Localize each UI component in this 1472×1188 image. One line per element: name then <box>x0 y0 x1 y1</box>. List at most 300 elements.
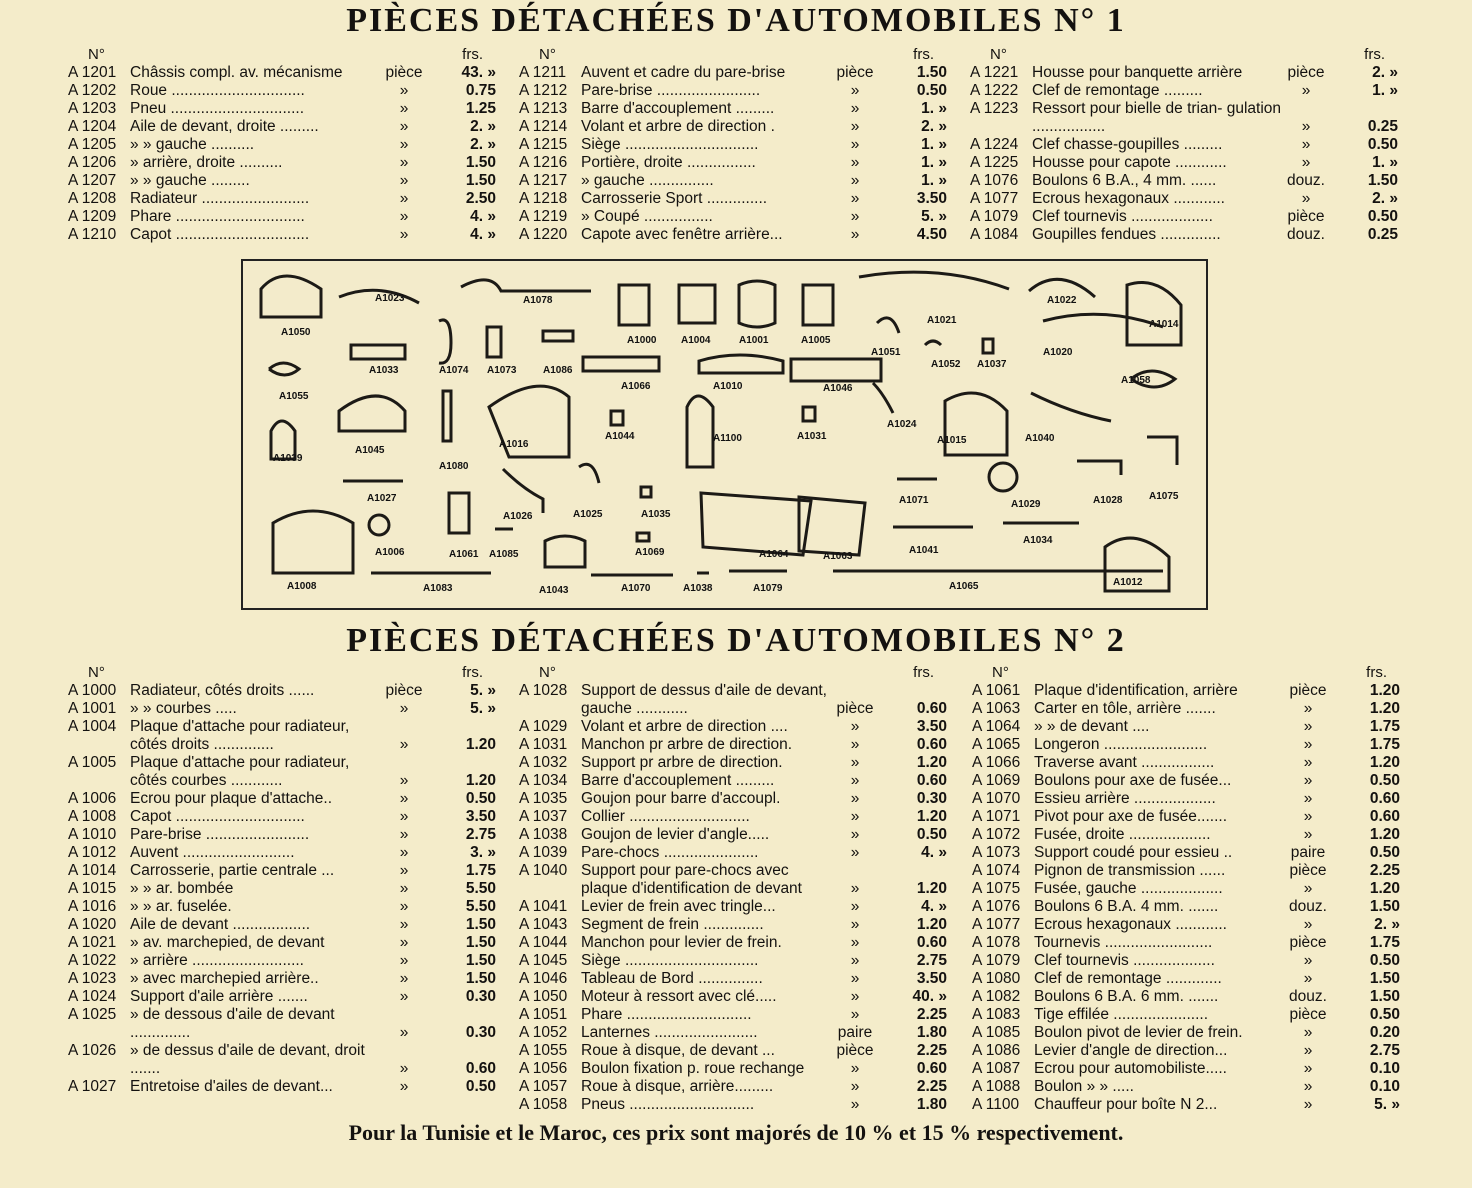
part-unit: » <box>399 82 409 99</box>
part-unit: » <box>399 826 409 843</box>
part-label: A1037 <box>977 359 1007 370</box>
part-unit: » <box>1303 736 1313 753</box>
part-description: Boulons 6 B.A., 4 mm. ...... <box>1032 172 1217 189</box>
part-price: 2.25 <box>916 1042 947 1059</box>
part-code: A 1040 <box>519 862 568 879</box>
part-unit: pièce <box>836 700 874 717</box>
part-label: A1065 <box>949 581 979 592</box>
part-price: 4. » <box>921 898 947 915</box>
part-row <box>519 136 959 154</box>
part-code: A 1217 <box>519 172 568 189</box>
part-description: Carter en tôle, arrière ....... <box>1034 700 1216 717</box>
part-price: 3. » <box>470 844 496 861</box>
part-description: Levier d'angle de direction... <box>1034 1042 1228 1059</box>
part-drawing-a1026 <box>503 469 543 513</box>
part-code: A 1215 <box>519 136 568 153</box>
part-description: » » courbes ..... <box>130 700 237 717</box>
part-code: A 1080 <box>972 970 1021 987</box>
part-code: A 1218 <box>519 190 568 207</box>
part-row <box>972 1078 1412 1096</box>
part-description: » arrière, droite .......... <box>130 154 283 171</box>
part-description: » arrière .......................... <box>130 952 304 969</box>
part-row <box>519 844 959 862</box>
part-unit: » <box>850 772 860 789</box>
part-code: A 1064 <box>972 718 1021 735</box>
part-code: A 1028 <box>519 682 568 699</box>
part-unit: » <box>850 718 860 735</box>
part-drawing-a1078 <box>461 280 591 291</box>
part-row <box>68 154 508 172</box>
part-price: 0.25 <box>1367 226 1398 243</box>
part-drawing-a1051 <box>877 318 899 333</box>
part-unit: douz. <box>1289 898 1327 915</box>
part-drawing-a1040 <box>1031 393 1111 421</box>
part-row <box>970 172 1410 190</box>
part-price: 1.50 <box>465 952 496 969</box>
part-code: A 1008 <box>68 808 117 825</box>
part-unit: » <box>850 1078 860 1095</box>
part-row <box>970 226 1410 244</box>
part-code: A 1041 <box>519 898 568 915</box>
part-code: A 1077 <box>972 916 1021 933</box>
part-row <box>972 862 1412 880</box>
price-header: frs. <box>462 664 483 681</box>
part-row <box>519 1042 959 1060</box>
part-label: A1014 <box>1149 319 1179 330</box>
part-price: 5.50 <box>465 880 496 897</box>
part-code: A 1014 <box>68 862 117 879</box>
part-description: Pneus ............................. <box>581 1096 755 1113</box>
part-row <box>519 970 959 988</box>
part-label: A1010 <box>713 381 743 392</box>
part-unit: pièce <box>1287 208 1325 225</box>
part-description: » gauche ............... <box>581 172 714 189</box>
part-label: A1034 <box>1023 535 1053 546</box>
part-unit: » <box>1303 970 1313 987</box>
part-price: 1.20 <box>1369 682 1400 699</box>
column-header <box>519 664 959 682</box>
part-row <box>972 808 1412 826</box>
part-description: Capote avec fenêtre arrière... <box>581 226 783 243</box>
part-unit: » <box>1301 82 1311 99</box>
part-code: A 1027 <box>68 1078 117 1095</box>
part-description: » avec marchepied arrière.. <box>130 970 319 987</box>
part-code: A 1224 <box>970 136 1019 153</box>
part-label: A1055 <box>279 391 309 402</box>
part-drawing-a1006 <box>369 515 389 535</box>
part-row <box>68 1078 508 1096</box>
part-label: A1008 <box>287 581 317 592</box>
part-row <box>68 682 508 700</box>
part-price: 2.50 <box>465 190 496 207</box>
part-price: 3.50 <box>916 970 947 987</box>
part-label: A1029 <box>1011 499 1041 510</box>
part-drawing-a1010 <box>699 355 783 373</box>
part-label: A1000 <box>627 335 657 346</box>
part-description: » de dessus d'aile de devant, droit ....... <box>130 1042 365 1077</box>
part-code: A 1029 <box>519 718 568 735</box>
part-price: 0.60 <box>465 1060 496 1077</box>
part-row <box>519 952 959 970</box>
part-unit: » <box>850 844 860 861</box>
part-unit: pièce <box>1289 862 1327 879</box>
part-unit: » <box>399 952 409 969</box>
part-code: A 1012 <box>68 844 117 861</box>
part-row <box>68 754 508 790</box>
part-unit: » <box>399 988 409 1005</box>
part-row <box>972 736 1412 754</box>
part-drawing-a1043 <box>545 536 585 567</box>
part-unit: » <box>850 154 860 171</box>
part-unit: » <box>850 100 860 117</box>
part-code: A 1088 <box>972 1078 1021 1095</box>
part-label: A1035 <box>641 509 671 520</box>
part-label: A1044 <box>605 431 635 442</box>
part-description: Volant et arbre de direction .... <box>581 718 788 735</box>
part-code: A 1032 <box>519 754 568 771</box>
part-description: Clef de remontage ............. <box>1034 970 1222 987</box>
part-unit: » <box>850 916 860 933</box>
part-row <box>519 772 959 790</box>
part-price: 1.50 <box>1367 172 1398 189</box>
part-drawing-a1046 <box>791 359 881 381</box>
part-description: Pivot pour axe de fusée....... <box>1034 808 1228 825</box>
part-price: 0.60 <box>916 772 947 789</box>
part-code: A 1069 <box>972 772 1021 789</box>
part-price: 1.20 <box>916 808 947 825</box>
part-price: 0.60 <box>916 736 947 753</box>
part-price: 0.50 <box>916 826 947 843</box>
parts-illustration <box>241 259 1208 610</box>
part-price: 0.30 <box>465 988 496 1005</box>
part-unit: paire <box>837 1024 873 1041</box>
part-price: 1.20 <box>1369 754 1400 771</box>
part-unit: pièce <box>385 64 423 81</box>
part-description: Phare ............................. <box>581 1006 752 1023</box>
part-drawing-a1004 <box>679 285 715 323</box>
part-unit: » <box>850 172 860 189</box>
part-drawing-a1050 <box>261 276 321 317</box>
part-code: A 1207 <box>68 172 117 189</box>
part-description: Boulons 6 B.A. 4 mm. ....... <box>1034 898 1219 915</box>
part-unit: » <box>399 934 409 951</box>
part-description: » av. marchepied, de devant <box>130 934 325 951</box>
part-price: 0.50 <box>1369 772 1400 789</box>
part-code: A 1025 <box>68 1006 117 1023</box>
part-label: A1074 <box>439 365 469 376</box>
part-drawing-a1075 <box>1147 437 1177 465</box>
part-label: A1085 <box>489 549 519 560</box>
price-header: frs. <box>462 46 483 63</box>
part-label: A1004 <box>681 335 711 346</box>
part-code: A 1065 <box>972 736 1021 753</box>
part-row <box>68 64 508 82</box>
part-price: 1.80 <box>916 1096 947 1113</box>
list1-column <box>68 46 508 244</box>
part-label: A1031 <box>797 431 827 442</box>
part-unit: » <box>1303 826 1313 843</box>
part-description: Entretoise d'ailes de devant... <box>130 1078 333 1095</box>
part-label: A1052 <box>931 359 961 370</box>
part-unit: » <box>850 934 860 951</box>
part-drawing-a1025 <box>579 464 599 483</box>
part-unit: » <box>399 1060 409 1077</box>
part-code: A 1039 <box>519 844 568 861</box>
part-row <box>519 790 959 808</box>
part-label: A1063 <box>823 551 853 562</box>
part-price: 1.50 <box>465 934 496 951</box>
part-label: A1073 <box>487 365 517 376</box>
part-row <box>519 1024 959 1042</box>
part-price: 2. » <box>1372 64 1398 81</box>
part-row <box>972 1042 1412 1060</box>
part-price: 0.50 <box>1369 952 1400 969</box>
part-description: Radiateur ......................... <box>130 190 310 207</box>
part-description: Moteur à ressort avec clé..... <box>581 988 777 1005</box>
part-code: A 1210 <box>68 226 117 243</box>
part-price: 1.20 <box>916 754 947 771</box>
part-price: 0.20 <box>1369 1024 1400 1041</box>
part-description: Aile de devant, droite ......... <box>130 118 319 135</box>
part-description: Collier ............................ <box>581 808 750 825</box>
part-code: A 1204 <box>68 118 117 135</box>
part-row <box>519 1078 959 1096</box>
part-price: 1.20 <box>465 736 496 753</box>
part-code: A 1084 <box>970 226 1019 243</box>
part-unit: » <box>850 1096 860 1113</box>
part-unit: » <box>850 880 860 897</box>
part-row <box>68 118 508 136</box>
part-label: A1051 <box>871 347 901 358</box>
part-code: A 1206 <box>68 154 117 171</box>
price-header: frs. <box>1366 664 1387 681</box>
part-unit: » <box>1303 700 1313 717</box>
part-label: A1075 <box>1149 491 1179 502</box>
part-row <box>972 1006 1412 1024</box>
part-label: A1066 <box>621 381 651 392</box>
part-drawing-a1005 <box>803 285 833 325</box>
part-unit: » <box>1303 952 1313 969</box>
part-label: A1041 <box>909 545 939 556</box>
part-label: A1023 <box>375 293 405 304</box>
part-row <box>519 898 959 916</box>
part-row <box>68 880 508 898</box>
part-row <box>972 772 1412 790</box>
part-unit: pièce <box>836 1042 874 1059</box>
part-row <box>68 844 508 862</box>
part-code: A 1058 <box>519 1096 568 1113</box>
part-unit: » <box>1301 136 1311 153</box>
part-description: Carrosserie, partie centrale ... <box>130 862 335 879</box>
part-description: Châssis compl. av. mécanisme <box>130 64 343 81</box>
part-description: Carrosserie Sport .............. <box>581 190 768 207</box>
part-description: Barre d'accouplement ......... <box>581 772 775 789</box>
list2-column <box>972 664 1412 1114</box>
part-price: 0.30 <box>916 790 947 807</box>
part-label: A1043 <box>539 585 569 596</box>
part-price: 5.50 <box>465 898 496 915</box>
part-row <box>970 136 1410 154</box>
part-row <box>972 970 1412 988</box>
part-unit: » <box>850 826 860 843</box>
price-header: frs. <box>1364 46 1385 63</box>
part-price: 1.75 <box>1369 736 1400 753</box>
part-price: 1.50 <box>1369 970 1400 987</box>
part-price: 1.50 <box>465 172 496 189</box>
part-row <box>68 916 508 934</box>
part-row <box>972 1060 1412 1078</box>
part-row <box>519 208 959 226</box>
part-code: A 1075 <box>972 880 1021 897</box>
part-row <box>68 1006 508 1042</box>
part-description: Boulons pour axe de fusée... <box>1034 772 1232 789</box>
part-label: A1064 <box>759 549 789 560</box>
part-row <box>972 952 1412 970</box>
part-code: A 1005 <box>68 754 117 771</box>
part-drawing-a1028 <box>1077 461 1121 475</box>
part-unit: pièce <box>1289 934 1327 951</box>
part-unit: » <box>399 844 409 861</box>
number-header: N° <box>88 664 105 681</box>
part-description: Portière, droite ................ <box>581 154 756 171</box>
part-unit: » <box>399 736 409 753</box>
part-label: A1071 <box>899 495 929 506</box>
part-description: Aile de devant .................. <box>130 916 311 933</box>
part-drawing-a1014 <box>1127 283 1181 346</box>
part-unit: » <box>399 790 409 807</box>
part-description: Plaque d'attache pour radiateur, côtés courbes ............ <box>130 754 350 789</box>
part-row <box>519 1060 959 1078</box>
part-label: A1016 <box>499 439 529 450</box>
part-label: A1040 <box>1025 433 1055 444</box>
part-code: A 1214 <box>519 118 568 135</box>
part-unit: » <box>1303 754 1313 771</box>
part-code: A 1212 <box>519 82 568 99</box>
part-description: Pare-brise ........................ <box>130 826 310 843</box>
part-price: 1. » <box>1372 154 1398 171</box>
part-price: 0.25 <box>1367 118 1398 135</box>
part-label: A1039 <box>273 453 303 464</box>
part-unit: pièce <box>385 682 423 699</box>
part-code: A 1006 <box>68 790 117 807</box>
part-code: A 1001 <box>68 700 117 717</box>
part-label: A1024 <box>887 419 917 430</box>
part-unit: » <box>399 970 409 987</box>
part-price: 0.30 <box>465 1024 496 1041</box>
part-row <box>972 826 1412 844</box>
part-unit: pièce <box>1289 1006 1327 1023</box>
part-label: A1020 <box>1043 347 1073 358</box>
part-row <box>519 1096 959 1114</box>
part-description: Housse pour banquette arrière <box>1032 64 1243 81</box>
part-price: 2.75 <box>916 952 947 969</box>
part-code: A 1211 <box>519 64 567 81</box>
part-price: 1. » <box>921 100 947 117</box>
part-row <box>519 808 959 826</box>
part-description: Capot ............................... <box>130 226 310 243</box>
part-code: A 1071 <box>972 808 1021 825</box>
part-description: Boulons 6 B.A. 6 mm. ....... <box>1034 988 1219 1005</box>
part-unit: » <box>850 82 860 99</box>
part-unit: » <box>1303 1060 1313 1077</box>
number-header: N° <box>990 46 1007 63</box>
part-unit: » <box>1303 718 1313 735</box>
part-price: 0.10 <box>1369 1060 1400 1077</box>
part-label: A1070 <box>621 583 651 594</box>
part-description: Chauffeur pour boîte N 2... <box>1034 1096 1218 1113</box>
part-code: A 1051 <box>519 1006 568 1023</box>
part-label: A1046 <box>823 383 853 394</box>
part-price: 0.60 <box>1369 790 1400 807</box>
part-row <box>68 208 508 226</box>
part-price: 0.50 <box>465 790 496 807</box>
part-price: 0.50 <box>1369 1006 1400 1023</box>
part-description: Levier de frein avec tringle... <box>581 898 776 915</box>
part-label: A1061 <box>449 549 479 560</box>
part-row <box>519 190 959 208</box>
part-description: Ecrou pour automobiliste..... <box>1034 1060 1227 1077</box>
part-label: A1083 <box>423 583 453 594</box>
part-description: Clef tournevis ................... <box>1034 952 1215 969</box>
part-unit: » <box>1301 190 1311 207</box>
part-price: 2.25 <box>916 1078 947 1095</box>
part-drawing-a1073 <box>487 327 501 357</box>
part-row <box>68 700 508 718</box>
part-unit: » <box>850 226 860 243</box>
part-unit: » <box>1301 154 1311 171</box>
part-description: Manchon pr arbre de direction. <box>581 736 793 753</box>
part-row <box>972 1096 1412 1114</box>
part-code: A 1046 <box>519 970 568 987</box>
column-header <box>68 46 508 64</box>
number-header: N° <box>539 664 556 681</box>
part-row <box>519 118 959 136</box>
part-drawing-a1074 <box>439 320 451 363</box>
part-drawing-a1022 <box>859 272 1009 289</box>
part-row <box>972 844 1412 862</box>
part-row <box>68 190 508 208</box>
part-unit: » <box>399 208 409 225</box>
part-unit: » <box>850 190 860 207</box>
part-unit: » <box>1303 1042 1313 1059</box>
part-price: 1.75 <box>1369 934 1400 951</box>
part-drawing-a1024 <box>873 383 893 413</box>
part-description: Siège ............................... <box>581 952 759 969</box>
part-description: Ecrou pour plaque d'attache.. <box>130 790 333 807</box>
part-code: A 1201 <box>68 64 117 81</box>
part-unit: » <box>850 118 860 135</box>
part-description: Clef chasse-goupilles ......... <box>1032 136 1223 153</box>
part-row <box>519 226 959 244</box>
part-price: 1.50 <box>465 154 496 171</box>
catalog-title-1: PIÈCES DÉTACHÉES D'AUTOMOBILES N° 1 <box>346 2 1126 39</box>
part-description: Roue à disque, arrière......... <box>581 1078 774 1095</box>
part-label: A1050 <box>281 327 311 338</box>
part-drawing-a1000 <box>619 285 649 325</box>
part-unit: pièce <box>836 64 874 81</box>
part-description: Siège ............................... <box>581 136 759 153</box>
part-code: A 1010 <box>68 826 117 843</box>
part-row <box>519 172 959 190</box>
part-code: A 1086 <box>972 1042 1021 1059</box>
part-description: Roue ............................... <box>130 82 305 99</box>
part-price: 4. » <box>921 844 947 861</box>
part-row <box>68 970 508 988</box>
part-description: » » ar. fuselée. <box>130 898 232 915</box>
part-code: A 1022 <box>68 952 117 969</box>
part-code: A 1100 <box>972 1096 1020 1113</box>
part-description: Pneu ............................... <box>130 100 305 117</box>
